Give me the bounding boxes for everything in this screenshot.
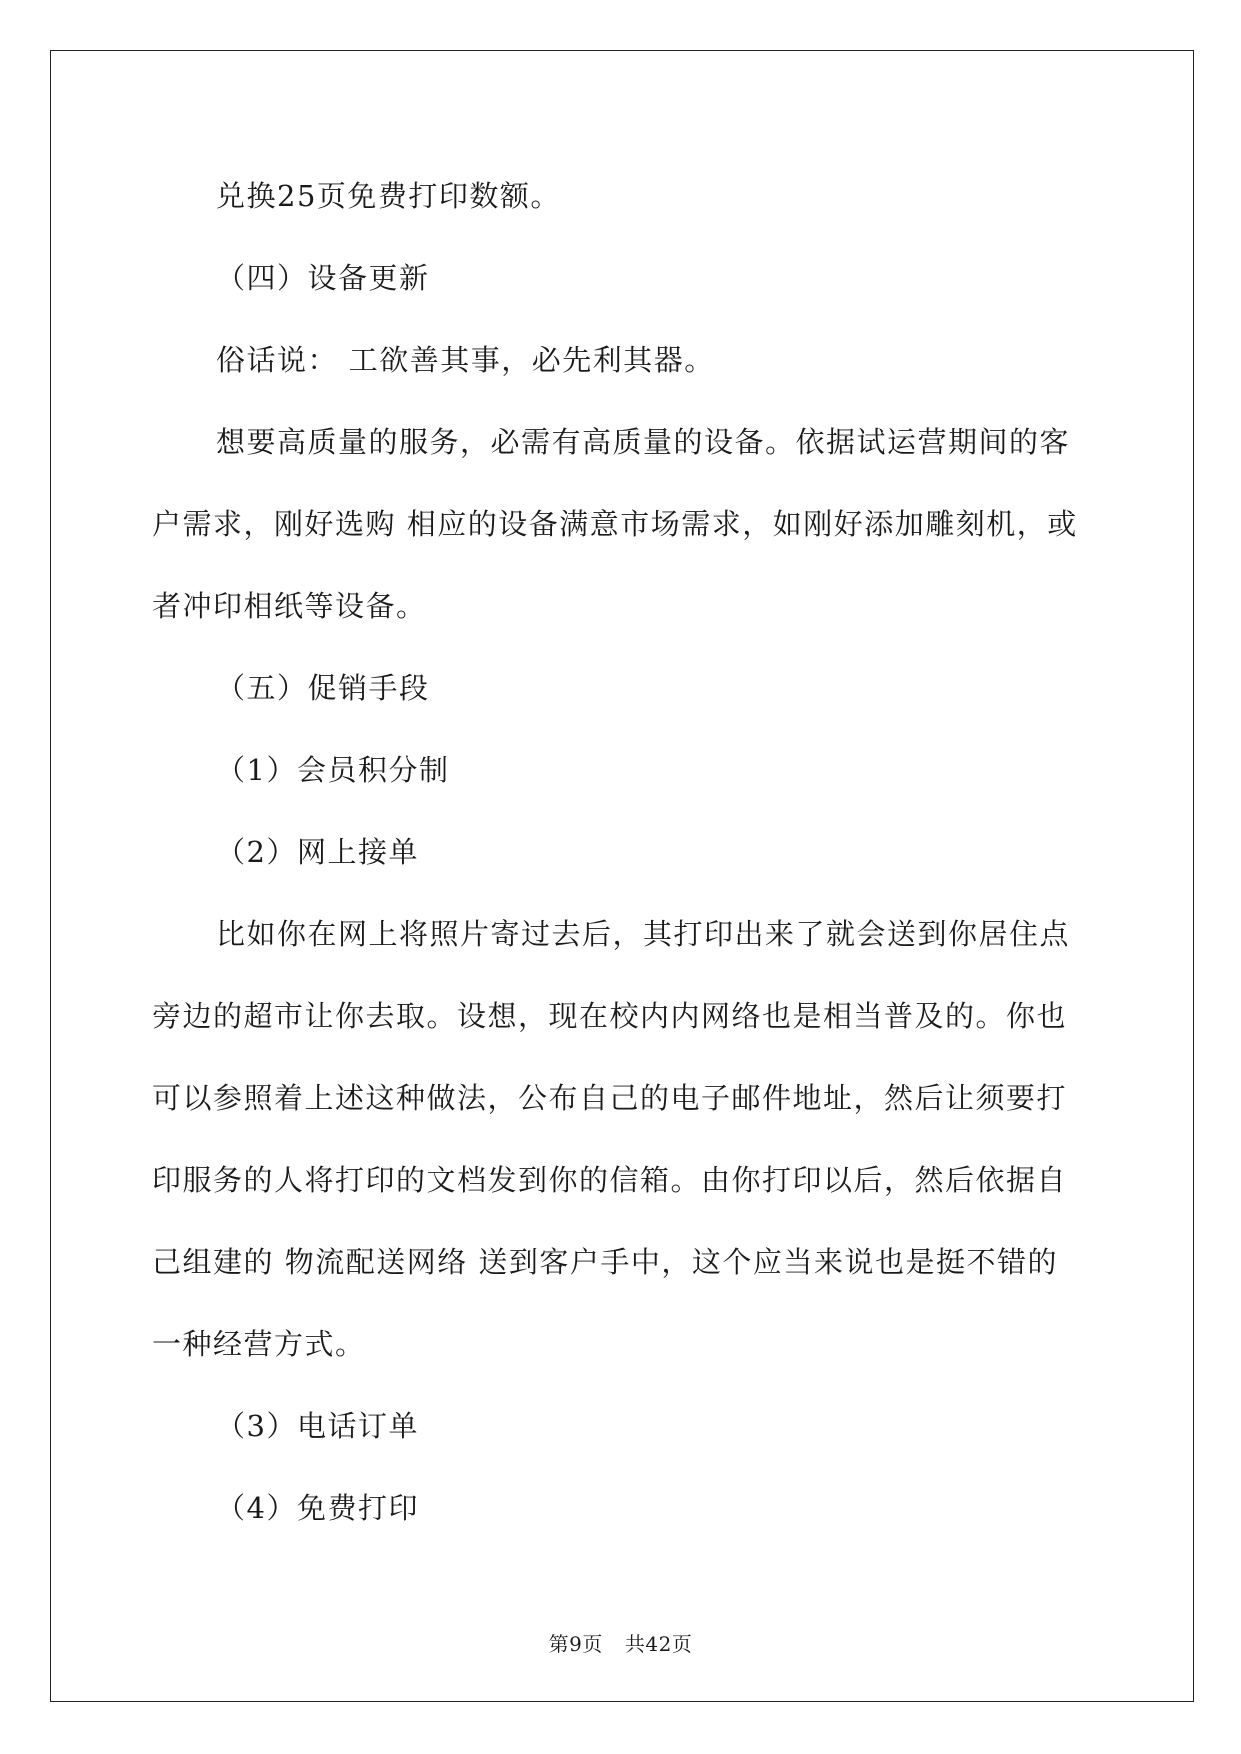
paragraph-line: 户需求，刚好选购 相应的设备满意市场需求，如刚好添加雕刻机，或 <box>152 507 1078 541</box>
section-heading: （五）促销手段 <box>216 671 430 705</box>
paragraph-line: 一种经营方式。 <box>152 1327 366 1361</box>
paragraph-line: 印服务的人将打印的文档发到你的信箱。由你打印以后，然后依据自 <box>152 1163 1068 1197</box>
page-number: 第9页 <box>548 1632 603 1656</box>
list-item: （4）免费打印 <box>216 1491 419 1525</box>
list-item: （2）网上接单 <box>216 835 419 869</box>
page-total: 共42页 <box>624 1632 693 1656</box>
document-body <box>152 155 1092 1549</box>
paragraph-line: 旁边的超市让你去取。设想，现在校内内网络也是相当普及的。你也 <box>152 999 1068 1033</box>
list-item: （1）会员积分制 <box>216 753 450 787</box>
paragraph-line: 己组建的 物流配送网络 送到客户手中，这个应当来说也是挺不错的 <box>152 1245 1058 1279</box>
paragraph-line: 俗话说： 工欲善其事，必先利其器。 <box>216 343 715 377</box>
list-item: （3）电话订单 <box>216 1409 419 1443</box>
paragraph-line: 想要高质量的服务，必需有高质量的设备。依据试运营期间的客 <box>216 425 1071 459</box>
page-footer <box>0 1628 1241 1657</box>
paragraph-line: 者冲印相纸等设备。 <box>152 589 427 623</box>
paragraph-line: 兑换25页免费打印数额。 <box>216 179 561 213</box>
section-heading: （四）设备更新 <box>216 261 430 295</box>
paragraph-line: 可以参照着上述这种做法，公布自己的电子邮件地址，然后让须要打 <box>152 1081 1068 1115</box>
paragraph-line: 比如你在网上将照片寄过去后，其打印出来了就会送到你居住点 <box>216 917 1071 951</box>
